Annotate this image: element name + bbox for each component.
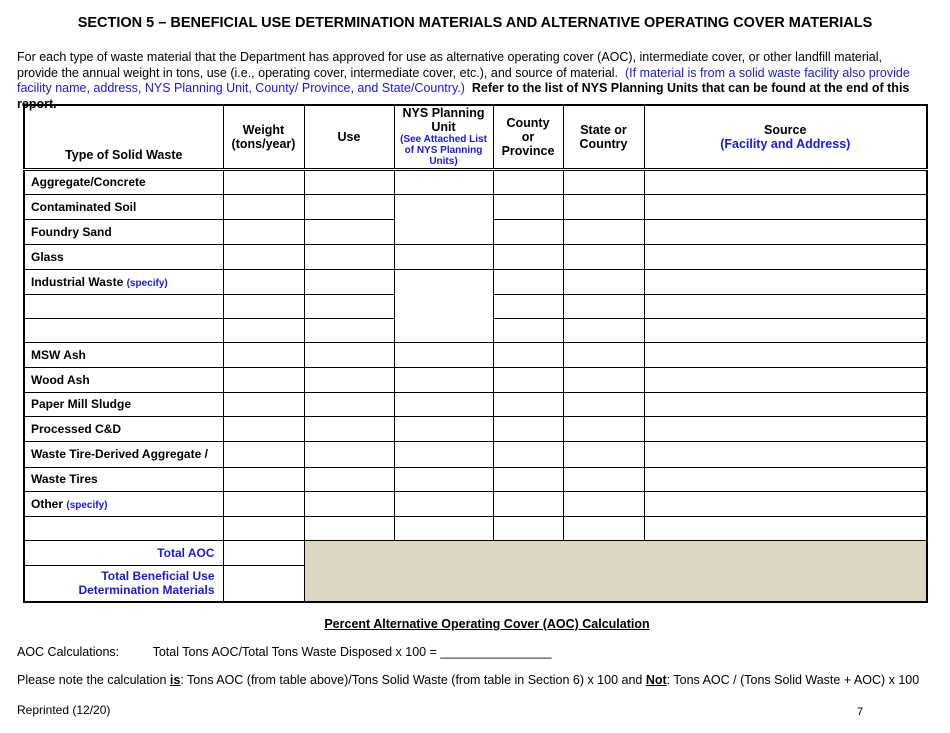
table-row	[24, 194, 927, 219]
source-cell[interactable]	[644, 244, 927, 269]
use-cell[interactable]	[304, 416, 394, 441]
planning-unit-cell[interactable]	[394, 367, 493, 392]
use-cell[interactable]	[304, 342, 394, 367]
header-county: County or Province	[493, 105, 563, 169]
weight-cell[interactable]	[223, 342, 304, 367]
state-cell[interactable]	[563, 194, 644, 219]
header-source-label: Source	[764, 122, 807, 137]
planning-unit-cell[interactable]	[394, 269, 493, 342]
industrial-waste-label: Industrial Waste	[31, 274, 124, 289]
state-cell[interactable]	[563, 169, 644, 194]
planning-unit-cell[interactable]	[394, 169, 493, 194]
total-aoc-row	[24, 540, 927, 565]
use-cell[interactable]	[304, 244, 394, 269]
table-row	[24, 491, 927, 516]
county-cell[interactable]	[493, 244, 563, 269]
table-row	[24, 367, 927, 392]
materials-table	[23, 104, 928, 603]
instructions-text: For each type of waste material that the Department has approved for use as alternative operating cover (AOC), intermediate cover, or other landfill material, provide the annual weight in tons, use (i.e., operating cover, intermediate cover, etc.), and source of material.	[17, 50, 883, 80]
weight-cell[interactable]	[223, 318, 304, 342]
table-row	[24, 169, 927, 194]
calculation-title: Percent Alternative Operating Cover (AOC) Calculation	[324, 617, 650, 631]
county-cell[interactable]	[493, 219, 563, 244]
calculation-formula: Total Tons AOC/Total Tons Waste Disposed x 100 = ________________	[152, 645, 552, 659]
weight-cell[interactable]	[223, 416, 304, 441]
header-source	[644, 105, 927, 169]
source-cell[interactable]	[644, 491, 927, 516]
source-cell[interactable]	[644, 219, 927, 244]
row-label-contaminated-soil: Contaminated Soil	[24, 194, 223, 219]
weight-cell[interactable]	[223, 269, 304, 294]
source-cell[interactable]	[644, 169, 927, 194]
planning-unit-cell[interactable]	[394, 491, 493, 516]
industrial-waste-specify-cell[interactable]	[24, 318, 223, 342]
note-is: is	[169, 673, 181, 687]
shaded-area	[304, 540, 927, 602]
total-bud-value[interactable]	[223, 565, 304, 602]
weight-cell[interactable]	[223, 244, 304, 269]
source-cell[interactable]	[644, 416, 927, 441]
row-label-industrial-waste	[24, 269, 223, 294]
state-cell[interactable]	[563, 441, 644, 467]
weight-cell[interactable]	[223, 219, 304, 244]
planning-unit-cell[interactable]	[394, 467, 493, 491]
row-label-aggregate: Aggregate/Concrete	[24, 169, 223, 194]
table-row	[24, 516, 927, 540]
use-cell[interactable]	[304, 194, 394, 219]
row-label-other	[24, 491, 223, 516]
total-aoc-label: Total AOC	[24, 540, 223, 565]
footer-reprinted: Reprinted (12/20)	[17, 703, 111, 717]
row-label-processed-cd: Processed C&D	[24, 416, 223, 441]
source-cell[interactable]	[644, 318, 927, 342]
county-cell[interactable]	[493, 367, 563, 392]
state-cell[interactable]	[563, 342, 644, 367]
source-cell[interactable]	[644, 342, 927, 367]
county-cell[interactable]	[493, 194, 563, 219]
table-row	[24, 441, 927, 467]
weight-cell[interactable]	[223, 491, 304, 516]
row-label-msw-ash: MSW Ash	[24, 342, 223, 367]
county-cell[interactable]	[493, 441, 563, 467]
use-cell[interactable]	[304, 516, 394, 540]
header-type: Type of Solid Waste	[24, 105, 223, 169]
weight-cell[interactable]	[223, 294, 304, 318]
other-specify-cell[interactable]	[24, 516, 223, 540]
weight-cell[interactable]	[223, 194, 304, 219]
weight-cell[interactable]	[223, 367, 304, 392]
header-source-note: (Facility and Address)	[720, 136, 851, 151]
header-planning-unit	[394, 105, 493, 169]
weight-cell[interactable]	[223, 169, 304, 194]
instructions-reference: Refer to the list of NYS Planning Units that can be found at the end of this report.	[17, 81, 910, 111]
planning-unit-cell[interactable]	[394, 516, 493, 540]
weight-cell[interactable]	[223, 516, 304, 540]
state-cell[interactable]	[563, 367, 644, 392]
use-cell[interactable]	[304, 169, 394, 194]
source-cell[interactable]	[644, 367, 927, 392]
use-cell[interactable]	[304, 367, 394, 392]
table-row	[24, 342, 927, 367]
use-cell[interactable]	[304, 467, 394, 491]
note-part-3: : Tons AOC / (Tons Solid Waste + AOC) x 100	[666, 673, 920, 687]
page-number: 7	[857, 706, 864, 718]
county-cell[interactable]	[493, 269, 563, 294]
county-cell[interactable]	[493, 467, 563, 491]
use-cell[interactable]	[304, 294, 394, 318]
header-weight: Weight (tons/year)	[223, 105, 304, 169]
instructions-facility-note: (If material is from a solid waste facility also provide facility name, address, NYS Planning Unit, County/ Province, and State/Country.)	[17, 65, 910, 95]
state-cell[interactable]	[563, 416, 644, 441]
header-planning-unit-note: (See Attached List of NYS Planning Units)	[400, 134, 487, 168]
planning-unit-cell[interactable]	[394, 194, 493, 244]
row-label-tire-derived-aggregate: Waste Tire-Derived Aggregate /	[24, 441, 223, 467]
page-title: SECTION 5 – BENEFICIAL USE DETERMINATION MATERIALS AND ALTERNATIVE OPERATING COVER MATERIALS	[77, 15, 873, 31]
use-cell[interactable]	[304, 441, 394, 467]
calculation-note	[17, 673, 919, 687]
state-cell[interactable]	[563, 516, 644, 540]
weight-cell[interactable]	[223, 441, 304, 467]
source-cell[interactable]	[644, 392, 927, 416]
county-cell[interactable]	[493, 516, 563, 540]
note-part-2: : Tons AOC (from table above)/Tons Solid Waste (from table in Section 6) x 100 and	[180, 673, 646, 687]
state-cell[interactable]	[563, 392, 644, 416]
state-cell[interactable]	[563, 467, 644, 491]
calculation-label: AOC Calculations:	[17, 645, 120, 659]
row-label-foundry-sand: Foundry Sand	[24, 219, 223, 244]
header-state: State or Country	[563, 105, 644, 169]
planning-unit-cell[interactable]	[394, 342, 493, 367]
state-cell[interactable]	[563, 318, 644, 342]
source-cell[interactable]	[644, 467, 927, 491]
table-row	[24, 416, 927, 441]
note-not: Not	[645, 673, 667, 687]
use-cell[interactable]	[304, 269, 394, 294]
weight-cell[interactable]	[223, 467, 304, 491]
planning-unit-cell[interactable]	[394, 392, 493, 416]
state-cell[interactable]	[563, 219, 644, 244]
source-cell[interactable]	[644, 194, 927, 219]
source-cell[interactable]	[644, 294, 927, 318]
county-cell[interactable]	[493, 294, 563, 318]
state-cell[interactable]	[563, 491, 644, 516]
use-cell[interactable]	[304, 392, 394, 416]
planning-unit-cell[interactable]	[394, 441, 493, 467]
industrial-waste-specify-cell[interactable]	[24, 294, 223, 318]
instructions	[17, 50, 917, 112]
county-cell[interactable]	[493, 416, 563, 441]
source-cell[interactable]	[644, 441, 927, 467]
planning-unit-cell[interactable]	[394, 416, 493, 441]
county-cell[interactable]	[493, 342, 563, 367]
county-cell[interactable]	[493, 392, 563, 416]
row-label-wood-ash: Wood Ash	[24, 367, 223, 392]
other-label: Other	[31, 496, 64, 511]
aoc-calculation	[17, 645, 552, 659]
header-planning-unit-label: NYS Planning Unit	[402, 106, 485, 135]
row-label-glass: Glass	[24, 244, 223, 269]
table-row	[24, 269, 927, 294]
total-bud-label: Total Beneficial Use Determination Materials	[24, 565, 223, 602]
row-label-paper-mill-sludge: Paper Mill Sludge	[24, 392, 223, 416]
note-part-1: Please note the calculation	[17, 673, 170, 687]
state-cell[interactable]	[563, 294, 644, 318]
county-cell[interactable]	[493, 491, 563, 516]
use-cell[interactable]	[304, 491, 394, 516]
total-aoc-value[interactable]	[223, 540, 304, 565]
table-row	[24, 392, 927, 416]
source-cell[interactable]	[644, 516, 927, 540]
table-row	[24, 244, 927, 269]
specify-note: (specify)	[66, 499, 108, 511]
planning-unit-cell[interactable]	[394, 244, 493, 269]
header-use: Use	[304, 105, 394, 169]
use-cell[interactable]	[304, 318, 394, 342]
county-cell[interactable]	[493, 318, 563, 342]
specify-note: (specify)	[126, 277, 168, 289]
state-cell[interactable]	[563, 244, 644, 269]
state-cell[interactable]	[563, 269, 644, 294]
county-cell[interactable]	[493, 169, 563, 194]
weight-cell[interactable]	[223, 392, 304, 416]
use-cell[interactable]	[304, 219, 394, 244]
row-label-waste-tires: Waste Tires	[24, 467, 223, 491]
table-row	[24, 467, 927, 491]
source-cell[interactable]	[644, 269, 927, 294]
